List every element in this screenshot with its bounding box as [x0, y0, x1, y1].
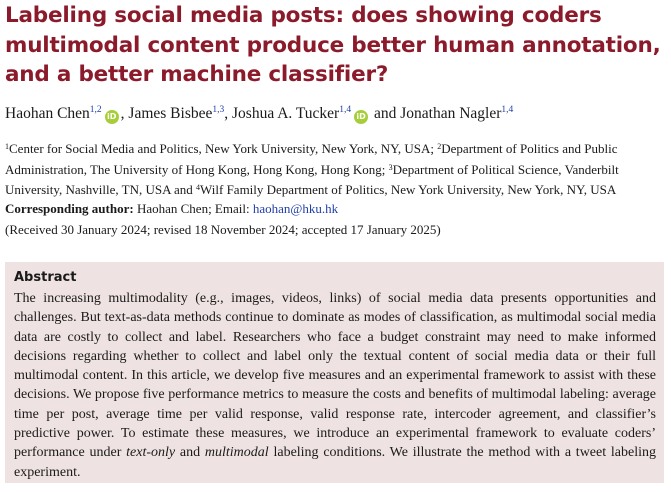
email-link[interactable]: haohan@hku.hk	[252, 200, 339, 216]
affil-sup: 3	[388, 162, 393, 172]
affil-sup: 1	[5, 142, 9, 151]
corresponding-label: Corresponding author:	[5, 200, 134, 216]
abstract-emphasis-multimodal: multimodal	[204, 445, 269, 461]
author-separator: ,	[120, 105, 125, 122]
abstract-box	[5, 262, 664, 483]
abstract-body-3: labeling conditions. We illustrate the method with a tweet labeling experiment.	[14, 445, 656, 480]
author-name: Jonathan Nagler	[400, 105, 502, 122]
affiliations	[5, 138, 665, 218]
received-dates: (Received 30 January 2024; revised 18 November 2024; accepted 17 January 2025)	[5, 222, 441, 237]
abstract-body-2: and	[175, 445, 205, 461]
affil-sup: 2	[437, 142, 442, 151]
abstract-emphasis-text-only: text-only	[126, 445, 176, 461]
author-list	[5, 105, 513, 124]
author-affil-sup: 1,3	[212, 105, 225, 115]
author-affil-sup: 1,4	[339, 105, 352, 115]
affiliation-1: Center for Social Media and Politics, New York University, New York, NY, USA;	[9, 141, 435, 156]
author-name: James Bisbee	[128, 105, 213, 122]
author-affil-sup: 1,4	[501, 105, 514, 115]
author-name: Haohan Chen	[5, 105, 90, 122]
author-separator: and	[373, 105, 397, 122]
orcid-icon[interactable]: iD	[354, 110, 368, 124]
orcid-icon[interactable]: iD	[105, 110, 119, 124]
corresponding-text: Haohan Chen; Email:	[136, 200, 250, 216]
affiliation-2: Department of Politics and Public Administration, The University of Hong Kong, Hong Kong, Hong Kong;	[5, 141, 618, 177]
abstract-body-1: The increasing multimodality (e.g., images, videos, links) of social media data presents opportunities and challenges. But text-as-data methods continue to dominate as modes of classification, as multimodal social media data are costly to collect and label. Researchers who face a budget constraint may need to make informed decisions regarding whether to collect and label only the textual content of social media data or their full multimodal content. In this article, we develop five measures and an experimental framework to assist with these decisions. We propose five performance metrics to measure the costs and benefits of multimodal labeling: average time per post, average time per valid response, valid response rate, intercoder agreement, and classifier’s predictive power. To estimate these measures, we introduce an experimental framework to evaluate coders’ performance under	[14, 291, 656, 461]
author-affil-sup: 1,2	[89, 105, 102, 115]
affiliation-3: Department of Political Science, Vanderbilt University, Nashville, TN, USA and	[5, 161, 619, 197]
author-name: Joshua A. Tucker	[232, 105, 340, 122]
affil-sup: 4	[196, 183, 201, 192]
abstract-heading: Abstract	[14, 270, 77, 285]
author-separator: ,	[224, 105, 229, 122]
paper-title: Labeling social media posts: does showing coders multimodal content produce better human annotation, and a better machine classifier?	[5, 3, 661, 87]
abstract-text	[14, 289, 656, 482]
affiliation-4: Wilf Family Department of Politics, New York University, New York, NY, USA	[200, 182, 617, 197]
